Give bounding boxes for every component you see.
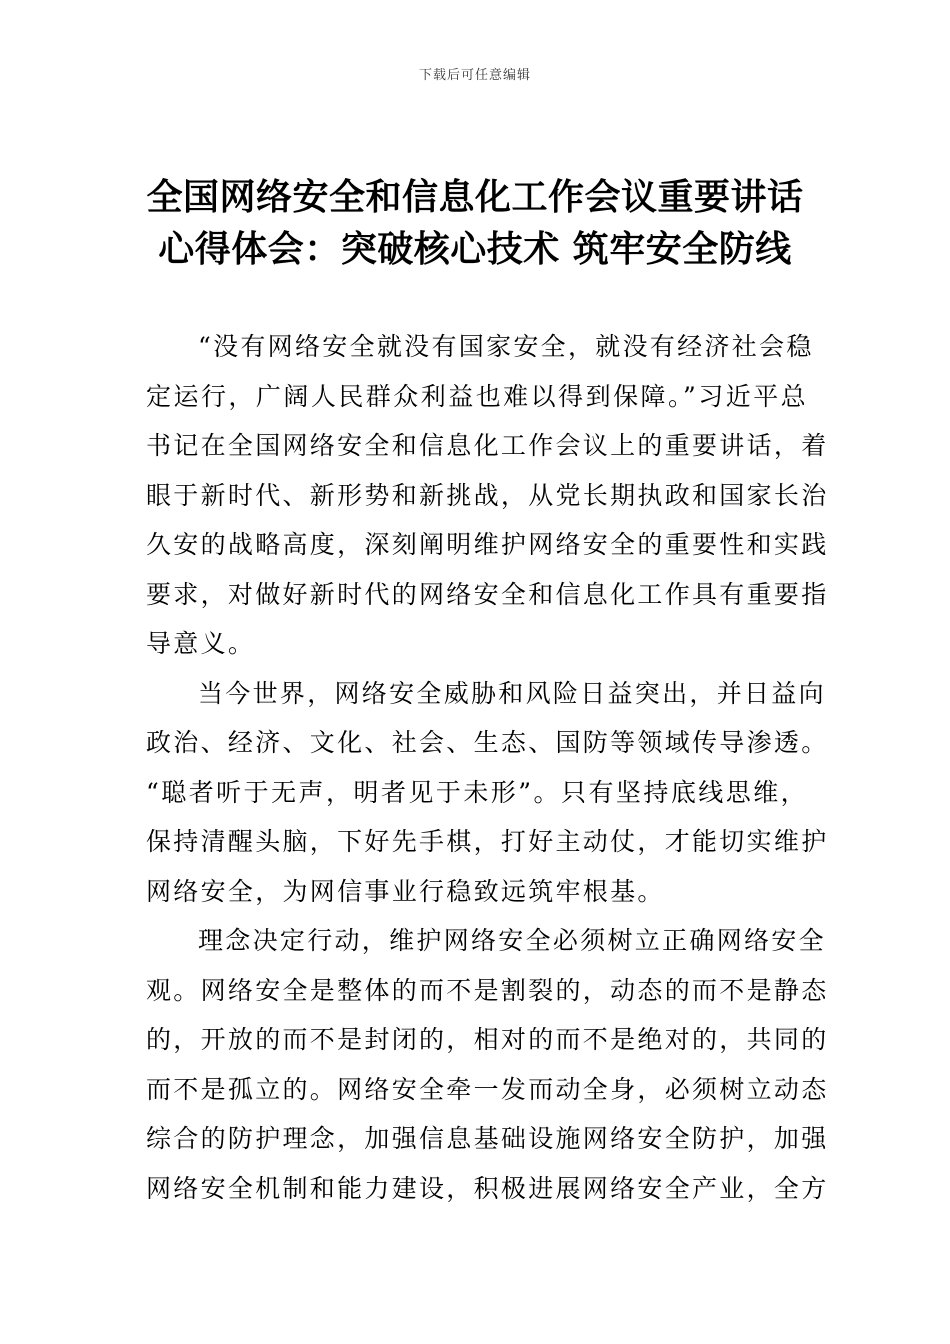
paragraph-3-line: 网络安全机制和能力建设，积极进展网络安全产业，全方 <box>146 1173 829 1203</box>
paragraph-2-line: 当今世界，网络安全威胁和风险日益突出，并日益向 <box>198 678 826 708</box>
title-line-1: 全国网络安全和信息化工作会议重要讲话 <box>146 177 804 218</box>
paragraph-1-line: 定运行，广阔人民群众利益也难以得到保障。”习近平总 <box>146 381 808 411</box>
paragraph-1-line: 导意义。 <box>146 629 256 658</box>
paragraph-3-line: 的，开放的而不是封闭的，相对的而不是绝对的，共同的 <box>146 1025 829 1054</box>
paragraph-3-line: 理念决定行动，维护网络安全必须树立正确网络安全 <box>198 926 826 955</box>
paragraph-1-line: 眼于新时代、新形势和新挑战，从党长期执政和国家长治 <box>146 480 829 510</box>
paragraph-2-line: “聪者听于无声，明者见于未形”。只有坚持底线思维， <box>146 777 808 807</box>
document-title <box>95 172 855 276</box>
paragraph-2-line: 政治、经济、文化、社会、生态、国防等领域传导渗透。 <box>146 728 829 757</box>
header-note: 下载后可任意编辑 <box>418 68 531 83</box>
paragraph-3-line: 观。网络安全是整体的而不是割裂的，动态的而不是静态 <box>146 975 829 1005</box>
paragraph-1-line: 久安的战略高度，深刻阐明维护网络安全的重要性和实践 <box>146 530 829 559</box>
paragraph-3-line: 综合的防护理念，加强信息基础设施网络安全防护，加强 <box>146 1124 829 1153</box>
paragraph-3-line: 而不是孤立的。网络安全牵一发而动全身，必须树立动态 <box>146 1074 829 1104</box>
paragraph-1-line: 要求，对做好新时代的网络安全和信息化工作具有重要指 <box>146 579 829 609</box>
document-body <box>146 322 829 1213</box>
paragraph-1-line: “没有网络安全就没有国家安全，就没有经济社会稳 <box>198 332 814 361</box>
paragraph-2-line: 保持清醒头脑，下好先手棋，打好主动仗，才能切实维护 <box>146 827 829 856</box>
paragraph-2-line: 网络安全，为网信事业行稳致远筑牢根基。 <box>146 876 665 906</box>
title-line-2: 心得体会：突破核心技术 筑牢安全防线 <box>158 229 792 270</box>
paragraph-1-line: 书记在全国网络安全和信息化工作会议上的重要讲话，着 <box>146 431 829 460</box>
